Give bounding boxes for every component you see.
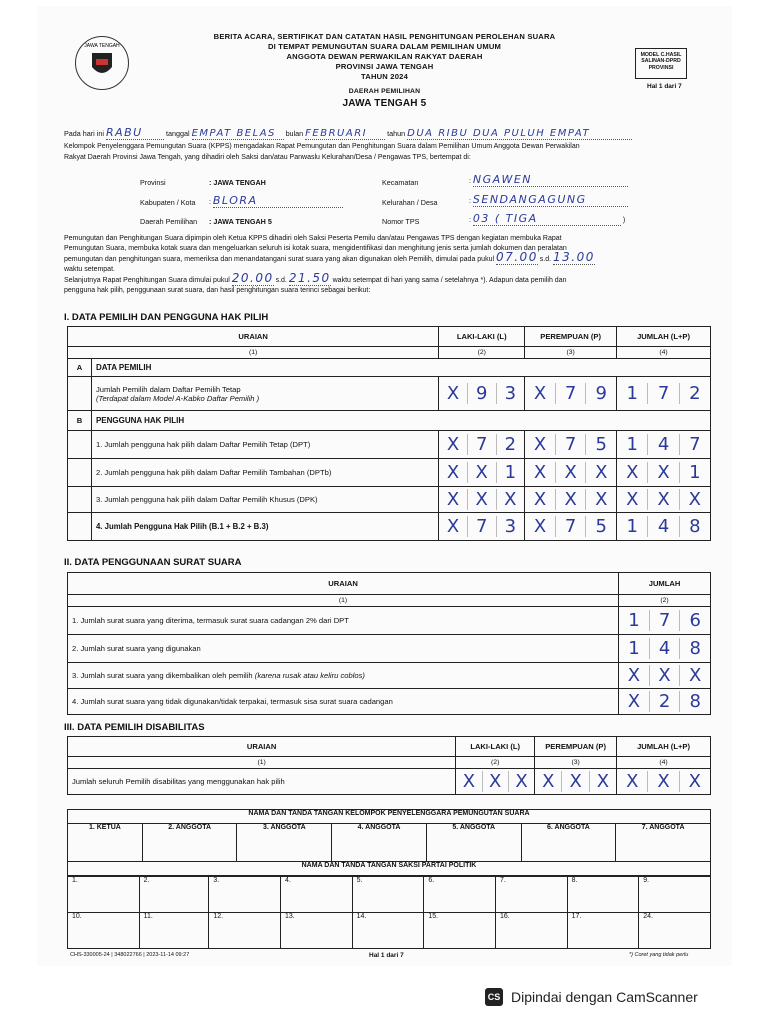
camscanner-icon: CS — [485, 988, 503, 1006]
camscanner-watermark — [473, 982, 767, 1012]
col-uraian: URAIAN — [68, 327, 439, 347]
intro-text-2: Rakyat Daerah Provinsi Jawa Tengah, yang dihadiri oleh Saksi dan/atau Panwaslu Kelurahan/Desa / Pengawas TPS, bertempat di: — [64, 154, 471, 161]
kecamatan-value: : NGAWEN — [469, 173, 628, 187]
title-line-1: BERITA ACARA, SERTIFIKAT DAN CATATAN HASIL PENGHITUNGAN PEROLEHAN SUARA — [213, 32, 556, 41]
tanggal-value: EMPAT BELAS — [192, 128, 284, 140]
kelurahan-label: Kelurahan / Desa — [382, 198, 438, 207]
section-1-title: I. DATA PEMILIH DAN PENGGUNA HAK PILIH — [64, 312, 269, 323]
dapil-field-value: : JAWA TENGAH 5 — [209, 217, 272, 226]
footer-page: Hal 1 dari 7 — [369, 952, 404, 959]
kecamatan-label: Kecamatan — [382, 178, 419, 187]
hari-value: RABU — [106, 126, 164, 140]
table-row: Jumlah seluruh Pemilih disabilitas yang menggunakan hak pilih X X X X X X X X X — [68, 769, 711, 795]
footer-note: *) Coret yang tidak perlu — [629, 952, 689, 958]
col-laki: LAKI-LAKI (L) — [439, 327, 525, 347]
provinsi-label: Provinsi — [140, 178, 166, 187]
saksi-signature-table: 1. 2. 3. 4. 5. 6. 7. 8. 9. 10. 11. 12. 13. 14. 15. 16. 17. 24. — [67, 876, 711, 949]
tps-label: Nomor TPS — [382, 217, 420, 226]
table-row: 2. Jumlah surat suara yang digunakan 1 4 8 — [68, 635, 711, 663]
title-line-4: PROVINSI JAWA TENGAH — [335, 62, 434, 71]
col-jumlah: JUMLAH (L+P) — [617, 327, 711, 347]
table-row: 4. Jumlah Pengguna Hak Pilih (B.1 + B.2 + B.3) X 7 3 X 7 5 1 4 8 — [68, 513, 711, 541]
intro-line: Pada hari ini RABU tanggal EMPAT BELAS bulan FEBRUARI tahun DUA RIBU DUA PULUH EMPAT — [64, 126, 724, 140]
kelurahan-value: : SENDANGAGUNG — [469, 193, 628, 207]
count-start-time: 20.00 — [231, 271, 274, 285]
footer-code: CHS-330005-24 | 348022766 | 2023-11-14 09:27 — [70, 952, 190, 958]
kpps-signature-table: NAMA DAN TANDA TANGAN KELOMPOK PENYELENGGARA PEMUNGUTAN SUARA 1. KETUA 2. ANGGOTA 3. ANGGOTA 4. ANGGOTA 5. ANGGOTA 6. ANGGOTA 7. ANGGOTA NAMA DAN TANDA TANGAN SAKSI PARTAI POLITIK — [67, 809, 711, 876]
kabupaten-value: : BLORA — [209, 194, 343, 208]
svg-text:JAWA TENGAH: JAWA TENGAH — [84, 43, 120, 49]
procedure-paragraph: Pemungutan dan Penghitungan Suara dipimpin oleh Ketua KPPS dihadiri oleh Saksi Peserta Pemilu dan/atau Pengawas TPS dengan kegiatan membuka Rapat Pemungutan Suara, membuka kotak suara dan mengeluarkan seluruh isi kotak suara, mengidentifikasi dan menghitung jenis serta jumlah dokumen dan peralatan pemungutan dan penghitungan suara, memeriksa dan menandatangani surat suara yang akan digunakan oleh Pemilih, dimulai pada pukul 07.00 s.d. 13.00 waktu setempat. Selanjutnya Rapat Penghitungan Suara dimulai pukul 20.00 s.d. 21.50 waktu setempat di hari yang sama / setelahnya *). Adapun data pemilih dan pengguna hak pilih, penggunaan surat suara, dan hasil penghitungan suara terinci sebagai berikut: — [64, 235, 595, 294]
camscanner-label: Dipindai dengan CamScanner — [511, 989, 698, 1005]
section-1-table: URAIAN LAKI-LAKI (L) PEREMPUAN (P) JUMLAH (L+P) (1) (2) (3) (4) A DATA PEMILIH Jumlah Pemilih dalam Daftar Pemilih Tetap (Terdapat dalam Model A-Kabko Daftar Pemilih ) X 9 3 X 7 9 1 7 2 B PENGGUNA HAK PILIH 1. Jumlah pengguna hak pilih dalam Daftar Pemilih Tetap (DPT) X 7 2 X 7 5 1 4 7 2. Jumlah pengguna hak pilih dalam Daftar Pemilih Tambahan (DPTb) X X 1 X X X X X 1 3. Jumlah pengguna hak pilih dalam Daftar Pemilih Khusus (DPK) X X X X X X X X X 4. Jumlah Pengguna Hak Pilih (B.1 + B.2 + B.3) X 7 3 X 7 5 1 4 8 — [67, 326, 711, 541]
data-pemilih-heading: DATA PEMILIH — [91, 359, 710, 377]
dapil-title: JAWA TENGAH 5 — [342, 98, 427, 109]
document-sheet — [37, 6, 732, 966]
model-box: MODEL C.HASIL SALINAN-DPRD PROVINSI — [635, 48, 687, 79]
table-row: Jumlah Pemilih dalam Daftar Pemilih Tetap (Terdapat dalam Model A-Kabko Daftar Pemilih ) X 9 3 X 7 9 1 7 2 — [68, 377, 711, 411]
sig-ketua: 1. KETUA — [68, 824, 143, 862]
section-3-table: URAIAN LAKI-LAKI (L) PEREMPUAN (P) JUMLAH (L+P) (1) (2) (3) (4) Jumlah seluruh Pemilih disabilitas yang menggunakan hak pilih X X X X X X X X X — [67, 736, 711, 795]
table-row: 3. Jumlah pengguna hak pilih dalam Daftar Pemilih Khusus (DPK) X X X X X X X X X — [68, 487, 711, 513]
start-time: 07.00 — [495, 250, 538, 264]
intro-text-1: Kelompok Penyelenggara Pemungutan Suara (KPPS) mengadakan Rapat Pemungutan dan Penghitungan Suara dalam Pemilihan Umum Anggota Dewan Perwakilan — [64, 143, 580, 150]
title-line-3: ANGGOTA DEWAN PERWAKILAN RAKYAT DAERAH — [286, 52, 483, 61]
title-line-5: TAHUN 2024 — [360, 72, 408, 81]
table-row: 1. Jumlah pengguna hak pilih dalam Daftar Pemilih Tetap (DPT) X 7 2 X 7 5 1 4 7 — [68, 431, 711, 459]
table-row: 2. Jumlah pengguna hak pilih dalam Daftar Pemilih Tambahan (DPTb) X X 1 X X X X X 1 — [68, 459, 711, 487]
table-row: 1. Jumlah surat suara yang diterima, termasuk surat suara cadangan 2% dari DPT 1 7 6 — [68, 607, 711, 635]
count-end-time: 21.50 — [288, 271, 331, 285]
section-2-title: II. DATA PENGGUNAAN SURAT SUARA — [64, 557, 242, 568]
table-row: 4. Jumlah surat suara yang tidak digunakan/tidak terpakai, termasuk sisa surat suara cadangan X 2 8 — [68, 689, 711, 715]
provinsi-value: : JAWA TENGAH — [209, 178, 266, 187]
tahun-value: DUA RIBU DUA PULUH EMPAT — [407, 128, 632, 140]
tps-value: : 03 ( TIGA ) — [469, 212, 626, 225]
end-time: 13.00 — [553, 250, 595, 264]
dapil-label: DAERAH PEMILIHAN — [348, 88, 421, 95]
dapil-field-label: Daerah Pemilihan — [140, 217, 198, 226]
title-line-2: DI TEMPAT PEMUNGUTAN SUARA DALAM PEMILIHAN UMUM — [267, 42, 502, 51]
bulan-value: FEBRUARI — [305, 128, 385, 140]
pengguna-hak-pilih-heading: PENGGUNA HAK PILIH — [91, 411, 710, 431]
table-row: 3. Jumlah surat suara yang dikembalikan oleh pemilih (karena rusak atau keliru coblos) X X X — [68, 663, 711, 689]
page-number-top: Hal 1 dari 7 — [647, 83, 682, 90]
section-2-table: URAIAN JUMLAH (1) (2) 1. Jumlah surat suara yang diterima, termasuk surat suara cadangan 2% dari DPT 1 7 6 2. Jumlah surat suara yang digunakan 1 4 8 3. Jumlah surat suara yang dikembalikan oleh pemilih (karena rusak atau keliru coblos) X X X 4. Jumlah surat suara yang tidak digunakan/tidak terpakai, termasuk sisa surat suara cadangan X 2 8 — [67, 572, 711, 715]
section-3-title: III. DATA PEMILIH DISABILITAS — [64, 722, 205, 733]
col-perempuan: PEREMPUAN (P) — [525, 327, 617, 347]
kabupaten-label: Kabupaten / Kota — [140, 198, 196, 207]
